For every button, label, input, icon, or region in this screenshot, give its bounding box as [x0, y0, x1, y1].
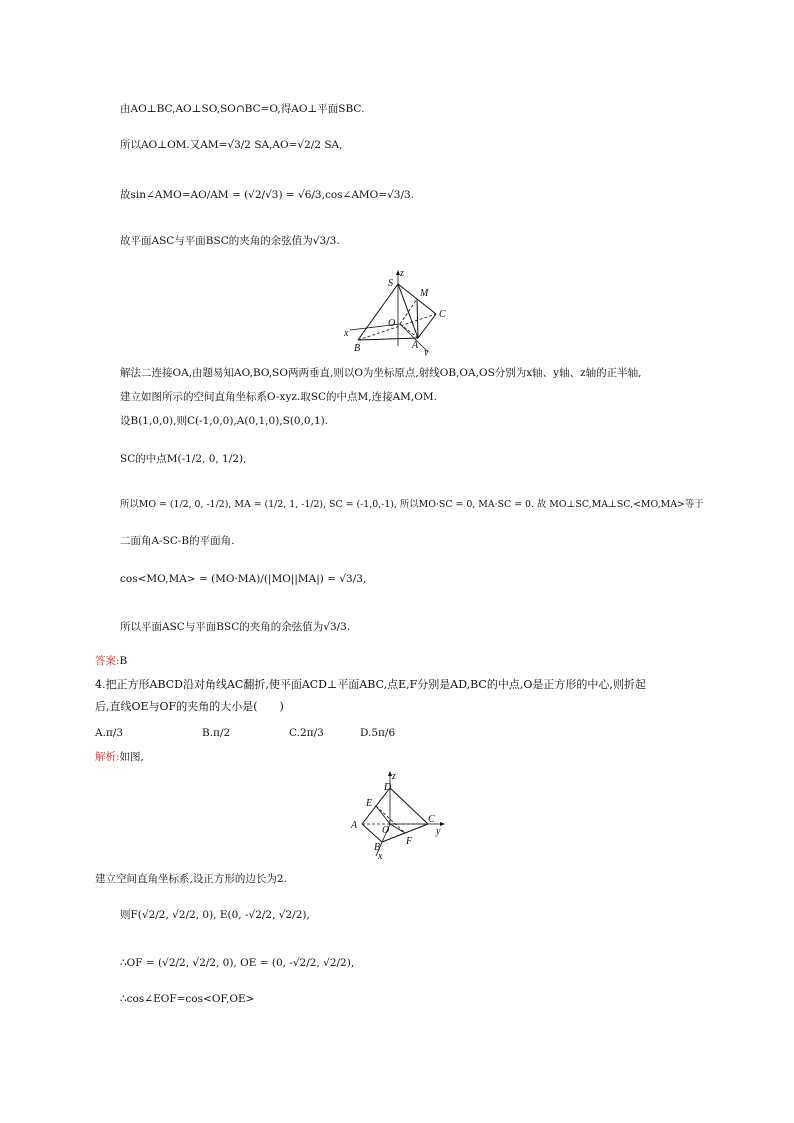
text-line-12: 所以平面ASC与平面BSC的夹角的余弦值为√3/3. [120, 621, 351, 633]
text-line-7: 设B(1,0,0),则C(-1,0,0),A(0,1,0),S(0,0,1). [120, 415, 329, 427]
fig2-label-a: A [351, 820, 358, 831]
figure-tetrahedron [340, 266, 460, 356]
fig1-label-y: y [424, 347, 429, 356]
fig1-label-c: C [439, 309, 446, 320]
fig2-label-e: E [366, 798, 373, 809]
analysis-row [95, 750, 144, 764]
fig1-label-x: x [344, 328, 349, 339]
text-line-10: 二面角A-SC-B的平面角. [120, 535, 235, 547]
answer-label: 答案: [95, 655, 120, 667]
option-c: C.2π/3 [289, 727, 324, 739]
fig2-label-b: B [374, 842, 381, 853]
text-line-9: 所以MO = (1/2, 0, -1/2), MA = (1/2, 1, -1/2), SC = (-1,0,-1), 所以MO·SC = 0, MA·SC = 0. 故 MO⊥SC,MA⊥SC,<MO,MA>等于 [120, 499, 704, 510]
figure-folded-square [348, 770, 448, 860]
fig2-label-f: F [406, 836, 413, 847]
fig2-label-d: D [384, 782, 392, 793]
text-line-2: 所以AO⊥OM.又AM=√3/2 SA,AO=√2/2 SA, [120, 139, 343, 151]
text-line-5: 解法二连接OA,由题易知AO,BO,SO两两垂直,则以O为坐标原点,射线OB,OA,OS分别为x轴、y轴、z轴的正半轴, [120, 367, 642, 379]
text-line-4: 故平面ASC与平面BSC的夹角的余弦值为√3/3. [120, 235, 340, 247]
fig2-label-x: x [378, 851, 383, 860]
fig1-label-s: S [388, 278, 393, 289]
option-b: B.π/2 [202, 727, 231, 739]
fig2-label-c: C [428, 814, 435, 825]
answer-value: B [119, 655, 128, 667]
question-4-line-2: 后,直线OE与OF的夹角的大小是( ) [95, 700, 284, 713]
solution-line-3: ∴OF = (√2/2, √2/2, 0), OE = (0, -√2/2, √2/2), [120, 957, 355, 969]
text-line-1: 由AO⊥BC,AO⊥SO,SO∩BC=O,得AO⊥平面SBC. [120, 103, 365, 115]
text-line-6: 建立如图所示的空间直角坐标系O-xyz.取SC的中点M,连接AM,OM. [120, 391, 437, 403]
solution-line-2: 则F(√2/2, √2/2, 0), E(0, -√2/2, √2/2), [120, 909, 310, 921]
answer-row [95, 654, 127, 668]
solution-line-1: 建立空间直角坐标系,设正方形的边长为2. [95, 873, 287, 885]
fig1-label-b: B [354, 343, 361, 354]
fig2-label-o: O [382, 825, 390, 836]
option-a: A.π/3 [95, 727, 124, 739]
option-d: D.5π/6 [360, 727, 396, 739]
question-4-line-1: 4.把正方形ABCD沿对角线AC翻折,使平面ACD⊥平面ABC,点E,F分别是AD,BC的中点,O是正方形的中心,则折起 [95, 678, 646, 691]
fig1-label-m: M [420, 288, 429, 299]
text-line-3: 故sin∠AMO=AO/AM = (√2/√3) = √6/3,cos∠AMO=√3/3. [120, 189, 415, 201]
solution-line-4: ∴cos∠EOF=cos<OF,OE> [120, 993, 255, 1005]
analysis-text: 如图, [119, 751, 144, 763]
analysis-label: 解析: [95, 751, 120, 763]
text-line-8: SC的中点M(-1/2, 0, 1/2), [120, 453, 247, 465]
fig1-label-o: O [388, 318, 396, 329]
text-line-11: cos<MO,MA> = (MO·MA)/(|MO||MA|) = √3/3, [120, 573, 367, 585]
fig1-label-z: z [400, 268, 404, 279]
fig2-label-y: y [436, 826, 441, 837]
fig2-label-z: z [392, 771, 396, 782]
fig1-label-a: A [412, 340, 419, 351]
